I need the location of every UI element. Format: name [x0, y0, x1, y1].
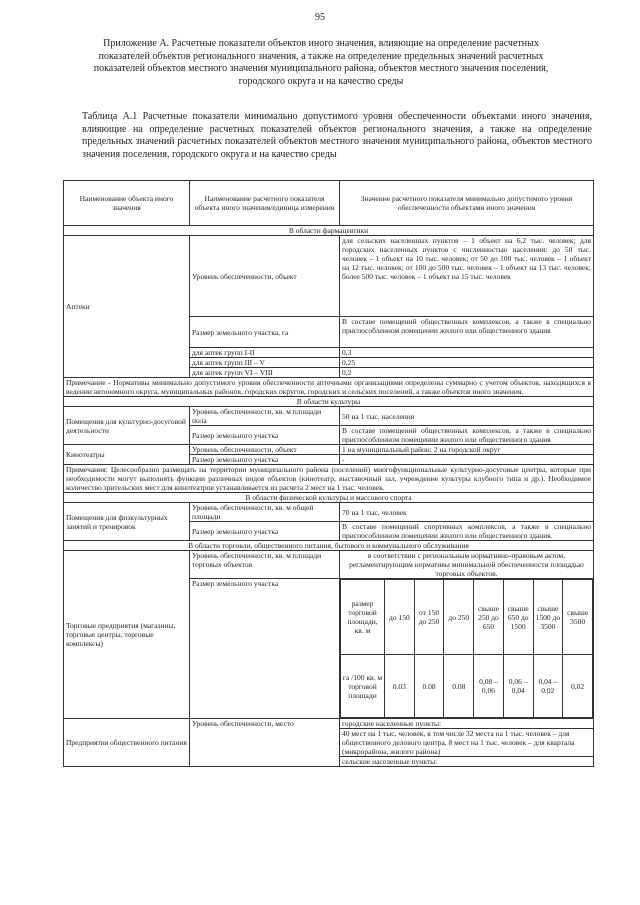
land-size-brackets-row	[341, 580, 593, 655]
trade-area-value: 0,04 – 0,02	[533, 655, 563, 718]
object-cinemas: Кинотеатры	[64, 445, 190, 465]
trade-area-header: размер торговой площади, кв. м	[341, 580, 385, 655]
land-size-values-row	[341, 655, 593, 718]
indicator-land: Размер земельного участка	[190, 455, 340, 465]
section-trade: В области торговли, общественного питания, бытового и коммунального обслуживания	[64, 541, 594, 551]
object-sport-premises: Помещения для физкультурных занятий и тренировок	[64, 503, 190, 541]
trade-area-value: 0,02	[563, 655, 593, 718]
value-urban: 40 мест на 1 тыс. человек, в том числе 32 места на 1 тыс. человек – для общественного делового центра, 8 мест на 1 тыс. человек – для квартала (микрорайона, жилого района)	[340, 729, 594, 757]
indicator-land: Размер земельного участка	[190, 579, 340, 719]
pharmacy-note: Примечание - Нормативы минимально допустимого уровня обеспеченности аптечными организациями определены суммарно с учетом объектов, находящихся в ведении автономного округа, муниципальных районов, городских округов, городских и сельских поселений, а также объектов иного значения.	[64, 378, 594, 397]
trade-bracket: свыше 250 до 650	[474, 580, 504, 655]
note-row	[64, 465, 594, 493]
section-sport: В области физической культуры и массового спорта	[64, 493, 594, 503]
table-row	[64, 236, 594, 317]
note-row	[64, 378, 594, 397]
section-culture: В области культуры	[64, 397, 594, 407]
trade-bracket: от 150 до 250	[414, 580, 444, 655]
value-rural-label: сельские населенные пункты:	[340, 757, 594, 767]
indicator-provision: Уровень обеспеченности, объект	[190, 445, 340, 455]
value-land: В составе помещений общественных комплексов, а также в специально приспособленном помещении жилого или общественного здания	[340, 426, 594, 445]
header-object: Наименование объекта иного значения	[64, 181, 190, 226]
value-urban-label: городские населенные пункты:	[340, 719, 594, 729]
trade-area-value: 0.08	[414, 655, 444, 718]
trade-area-value: 0.03	[385, 655, 415, 718]
value-land: В составе помещений общественных комплексов, а также в специально приспособленном помещении жилого или общественного здания	[340, 317, 594, 348]
section-row	[64, 397, 594, 407]
table-caption: Таблица А.1 Расчетные показатели минимально допустимого уровня обеспеченности объектами иного значения, влияющие на определение расчетных показателей объектов регионального значения, а также на определение предельных значений расчетных показателей объектов местного значения муниципального района, объектов местного значения поселения, городского округа и на качество среды	[82, 111, 592, 160]
pharmacy-group-label: для аптек групп VI – VIII	[190, 368, 340, 378]
object-catering: Предприятия общественного питания	[64, 719, 190, 767]
pharmacy-group-label: для аптек групп III – V	[190, 358, 340, 368]
table-row	[64, 551, 594, 579]
indicator-provision: Уровень обеспеченности, кв. м общей площади	[190, 503, 340, 522]
pharmacy-group-value: 0,2	[340, 368, 594, 378]
value-provision: 50 на 1 тыс. населения	[340, 407, 594, 426]
section-pharmacy: В области фармацевтики	[64, 226, 594, 236]
land-size-grid	[340, 579, 593, 718]
table-row	[64, 445, 594, 455]
land-size-grid-cell	[340, 579, 594, 719]
indicator-land: Размер земельного участка	[190, 522, 340, 541]
value-provision: для сельских населенных пунктов – 1 объект на 6,2 тыс. человек; для городских населенных пунктов с численностью населения: до 50 тыс. человек – 1 объект на 10 тыс. человек; от 50 до 100 тыс. человек – 1 объект на 12 тыс. человек; от 100 до 500 тыс. человек – 1 объект на 13 тыс. человек; более 500 тыс. человек – 1 объект на 15 тыс. человек	[340, 236, 594, 317]
trade-bracket: свыше 650 до 1500	[503, 580, 533, 655]
trade-bracket: свыше 3500	[563, 580, 593, 655]
indicator-provision: Уровень обеспеченности, кв. м площади пола	[190, 407, 340, 426]
trade-area-value: 0.08	[444, 655, 474, 718]
object-trade: Торговые предприятия (магазины, торговые центры, торговые комплексы)	[64, 551, 190, 719]
trade-bracket: до 250	[444, 580, 474, 655]
table-row	[64, 719, 594, 729]
object-cultural-premises: Помещения для культурно-досуговой деятельности	[64, 407, 190, 445]
trade-bracket: до 150	[385, 580, 415, 655]
indicator-land: Размер земельного участка, га	[190, 317, 340, 348]
indicator-provision: Уровень обеспеченности, объект	[190, 236, 340, 317]
indicators-table-wrapper	[63, 180, 593, 767]
section-row	[64, 226, 594, 236]
trade-area-value: 0,06 – 0,04	[503, 655, 533, 718]
value-provision: 1 на муниципальный район; 2 на городской округ	[340, 445, 594, 455]
object-pharmacies: Аптеки	[64, 236, 190, 378]
section-row	[64, 541, 594, 551]
trade-area-unit: га /100 кв. м торговой площади	[341, 655, 385, 718]
header-indicator: Наименование расчетного показателя объекта иного значения/единица измерения	[190, 181, 340, 226]
appendix-heading: Приложение А. Расчетные показатели объектов иного значения, влияющие на определение расчетных показателей объектов регионального значения, а также на определение предельных значений расчетных показателей объектов местного значения муниципального района, объектов местного значения поселения, городского округа и на качество среды	[93, 38, 549, 87]
pharmacy-group-value: 0,25	[340, 358, 594, 368]
table-row	[64, 407, 594, 426]
value-provision: в соответствии с региональным нормативно-правовым актом, регламентирующим нормативы минимальной обеспеченности площадью торговых объектов.	[340, 551, 594, 579]
section-row	[64, 493, 594, 503]
culture-note: Примечания: Целесообразно размещать на территории муниципального района (поселений) многофункциональные культурно-досуговые центры, которые при необходимости могут выполнять функции различных видов объектов (кинотеатр, выставочный зал, учреждение культуры клубного типа и др.). Необходимое количество зрительских мест для кинотеатров устанавливается из расчета 2 мест на 1 тыс. человек.	[64, 465, 594, 493]
indicator-provision: Уровень обеспеченности, место	[190, 719, 340, 767]
trade-bracket: свыше 1500 до 3500	[533, 580, 563, 655]
indicator-provision: Уровень обеспеченности, кв. м площади торговых объектов	[190, 551, 340, 579]
page-number: 95	[315, 12, 325, 23]
value-land: В составе помещений спортивных комплексов, а также в специально приспособленном помещении жилого или общественного здания.	[340, 522, 594, 541]
table-header-row	[64, 181, 594, 226]
value-provision: 70 на 1 тыс. человек	[340, 503, 594, 522]
pharmacy-group-label: для аптек групп I-II	[190, 348, 340, 358]
header-value: Значение расчетного показателя минимально допустимого уровня обеспеченности объектами иного значения	[340, 181, 594, 226]
value-land: -	[340, 455, 594, 465]
trade-area-value: 0,08 – 0,06	[474, 655, 504, 718]
indicators-table	[63, 180, 594, 767]
pharmacy-group-value: 0,3	[340, 348, 594, 358]
table-row	[64, 503, 594, 522]
indicator-land: Размер земельного участка	[190, 426, 340, 445]
